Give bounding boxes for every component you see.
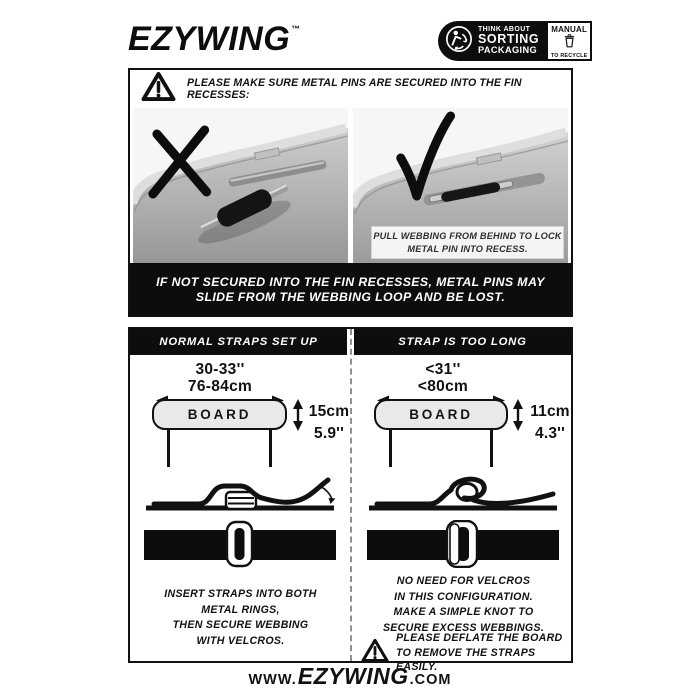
thickness-inches-right: 4.3'' [535, 425, 565, 442]
pull-webbing-caption [371, 226, 564, 259]
strap-through-buckle-side-view [140, 471, 340, 520]
deflate-line-2: TO REMOVE THE STRAPS EASILY. [396, 646, 536, 673]
instructions-strap-too-long [353, 574, 574, 636]
caption-line-2: METAL PIN INTO RECESS. [407, 243, 528, 254]
manual-recycle-box [546, 21, 592, 61]
instructions-normal-straps [130, 587, 351, 649]
thickness-cm-left: 15cm [308, 403, 350, 420]
badge-line-sorting: SORTING [478, 32, 540, 47]
badge-line-think-about: THINK ABOUT [478, 25, 531, 33]
strap-knotted-ring-top-view [363, 520, 563, 573]
width-inches-left: 30-33'' [195, 361, 245, 378]
deflate-line-1: PLEASE DEFLATE THE BOARD [396, 632, 563, 644]
column-normal-straps [130, 355, 351, 661]
footer-bar-line-2: SLIDE FROM THE WEBBING LOOP AND BE LOST. [195, 289, 506, 304]
note-line: SECURE EXCESS WEBBINGS. [382, 621, 545, 634]
photo-pin-not-secured [133, 108, 348, 263]
board-thickness-right [524, 401, 576, 445]
thickness-cm-right: 11cm [530, 403, 570, 420]
pin-example-photos [130, 108, 571, 263]
warning-triangle-icon [141, 71, 176, 107]
note-line: METAL RINGS, [201, 603, 280, 616]
board-width-dimensions-left [130, 361, 310, 395]
board-diagram-right: BOARD [374, 399, 508, 430]
url-suffix: .COM [409, 672, 452, 688]
trash-bin-icon [563, 34, 576, 53]
header-strap-too-long: STRAP IS TOO LONG [354, 329, 571, 355]
note-line: WITH VELCROS. [196, 634, 285, 647]
badge-line-packaging: PACKAGING [478, 45, 538, 56]
strap-knot-side-view [363, 471, 563, 520]
fin-line-icon [167, 430, 170, 467]
triman-recycle-icon [445, 25, 473, 58]
recycling-badge [438, 21, 592, 61]
pin-warning-footer-bar [130, 263, 571, 315]
brand-logo [128, 20, 301, 59]
url-brand: EZYWING [297, 663, 409, 689]
straps-setup-section [128, 327, 573, 673]
pin-warning-header [130, 70, 571, 108]
width-cm-right: <80cm [417, 378, 469, 395]
note-line: IN THIS CONFIGURATION. [394, 590, 533, 603]
note-line: MAKE A SIMPLE KNOT TO [393, 606, 534, 618]
website-footer [0, 663, 700, 690]
sorting-packaging-badge [438, 21, 546, 61]
caption-line-1: PULL WEBBING FROM BEHIND TO LOCK [373, 231, 562, 242]
brand-logo-text: EZYWING [128, 20, 291, 58]
photo-pin-secured [353, 108, 568, 263]
board-corner-photo-wrong [133, 108, 348, 263]
pin-warning-text: PLEASE MAKE SURE METAL PINS ARE SECURED INTO THE FIN RECESSES: [187, 77, 522, 101]
header-normal-straps: NORMAL STRAPS SET UP [130, 329, 347, 355]
board-diagram-left: BOARD [152, 399, 287, 430]
thickness-inches-left: 5.9'' [314, 425, 344, 442]
note-line: NO NEED FOR VELCROS [396, 575, 531, 587]
width-cm-left: 76-84cm [187, 378, 253, 395]
manual-label: MANUAL [551, 25, 588, 34]
fin-line-icon [389, 430, 392, 467]
double-arrow-vertical-icon [511, 399, 525, 436]
footer-bar-line-1: IF NOT SECURED INTO THE FIN RECESSES, METAL PINS MAY [156, 274, 545, 289]
fin-line-icon [490, 430, 493, 467]
board-thickness-left [305, 401, 353, 445]
strap-with-metal-ring-top-view [140, 520, 340, 573]
column-strap-too-long [353, 355, 574, 673]
note-line: INSERT STRAPS INTO BOTH [164, 588, 317, 600]
website-url [249, 663, 452, 690]
width-inches-right: <31'' [425, 361, 461, 378]
column-divider [350, 329, 352, 661]
note-line: THEN SECURE WEBBING [172, 619, 309, 631]
sorting-badge-text [478, 26, 539, 56]
trademark-symbol: ™ [291, 24, 301, 34]
url-prefix: WWW. [248, 672, 297, 688]
board-width-dimensions-right [353, 361, 533, 395]
double-arrow-vertical-icon [291, 399, 305, 436]
fin-line-icon [269, 430, 272, 467]
to-recycle-label: TO RECYCLE [550, 53, 588, 59]
pin-warning-section [128, 68, 573, 317]
